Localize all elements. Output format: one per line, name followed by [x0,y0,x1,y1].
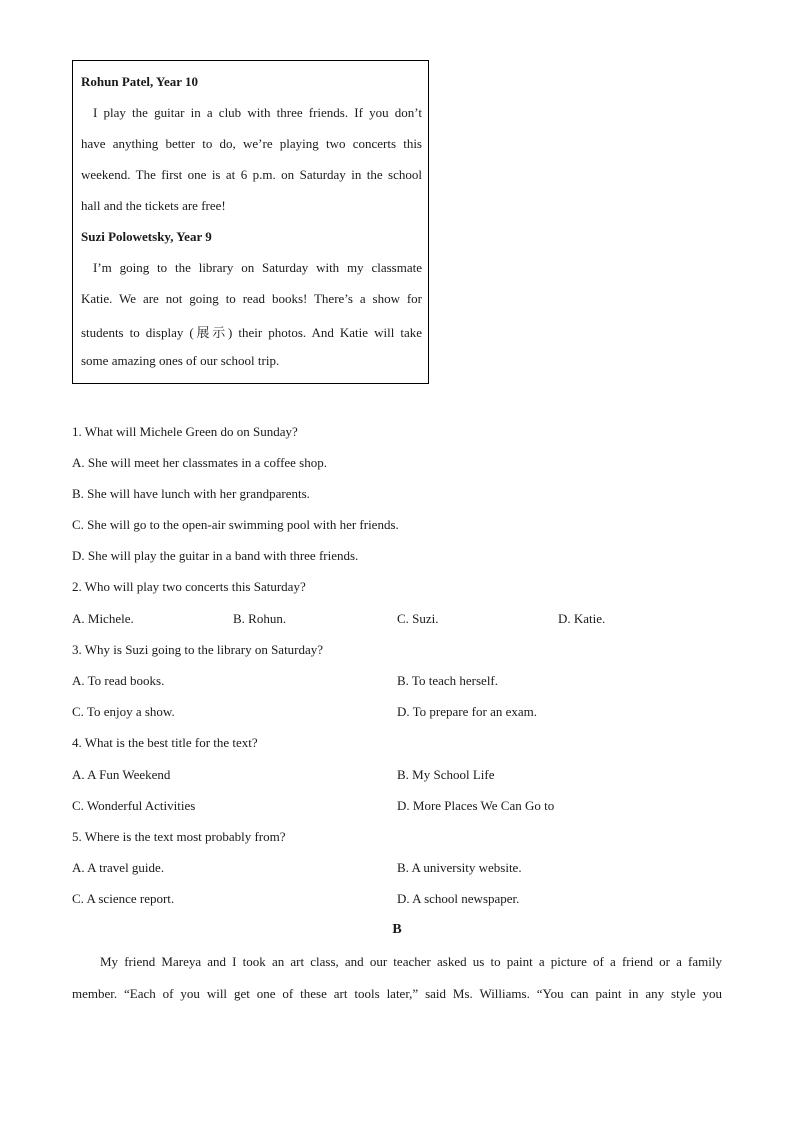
entry-line: students to display (展示) their photos. And Katie will take [81,325,422,340]
answer-option: D. A school newspaper. [397,891,520,906]
answer-option: A. To read books. [72,673,165,688]
answer-option: C. Suzi. [397,611,439,626]
question-stem: 3. Why is Suzi going to the library on Saturday? [72,642,324,657]
answer-option: D. To prepare for an exam. [397,704,537,719]
answer-option: A. She will meet her classmates in a coffee shop. [72,455,327,470]
answer-option: B. She will have lunch with her grandparents. [72,486,310,501]
entry-line: I’m going to the library on Saturday with my classmate [93,260,422,275]
entry-line: have anything better to do, we’re playing two concerts this [81,136,422,151]
entry-line: Katie. We are not going to read books! There’s a show for [81,291,422,306]
answer-option: A. Michele. [72,611,134,626]
answer-option: C. Wonderful Activities [72,798,196,813]
answer-option: D. More Places We Can Go to [397,798,555,813]
answer-option: B. Rohun. [233,611,287,626]
answer-option: B. My School Life [397,767,495,782]
answer-option: A. A travel guide. [72,860,165,875]
entry-line: I play the guitar in a club with three friends. If you don’t [93,105,422,120]
question-stem: 1. What will Michele Green do on Sunday? [72,424,298,439]
answer-option: C. To enjoy a show. [72,704,175,719]
paragraph-line: member. “Each of you will get one of these art tools later,” said Ms. Williams. “You can paint in any style you [72,986,722,1001]
question-stem: 2. Who will play two concerts this Saturday? [72,579,306,594]
passage-box [72,60,429,384]
entry-line: some amazing ones of our school trip. [81,353,280,368]
question-stem: 5. Where is the text most probably from? [72,829,286,844]
answer-option: B. To teach herself. [397,673,499,688]
entry-line: hall and the tickets are free! [81,198,226,213]
entry-name-suzi: Suzi Polowetsky, Year 9 [81,229,212,244]
answer-option: C. A science report. [72,891,175,906]
answer-option: B. A university website. [397,860,522,875]
entry-line: weekend. The first one is at 6 p.m. on Saturday in the school [81,167,422,182]
question-stem: 4. What is the best title for the text? [72,735,258,750]
answer-option: D. Katie. [558,611,606,626]
answer-option: A. A Fun Weekend [72,767,171,782]
answer-option: D. She will play the guitar in a band with three friends. [72,548,359,563]
paragraph-line: My friend Mareya and I took an art class, and our teacher asked us to paint a picture of a friend or a family [100,954,722,969]
entry-name-rohun: Rohun Patel, Year 10 [81,74,198,89]
answer-option: C. She will go to the open-air swimming pool with her friends. [72,517,399,532]
section-heading: B [392,922,402,937]
